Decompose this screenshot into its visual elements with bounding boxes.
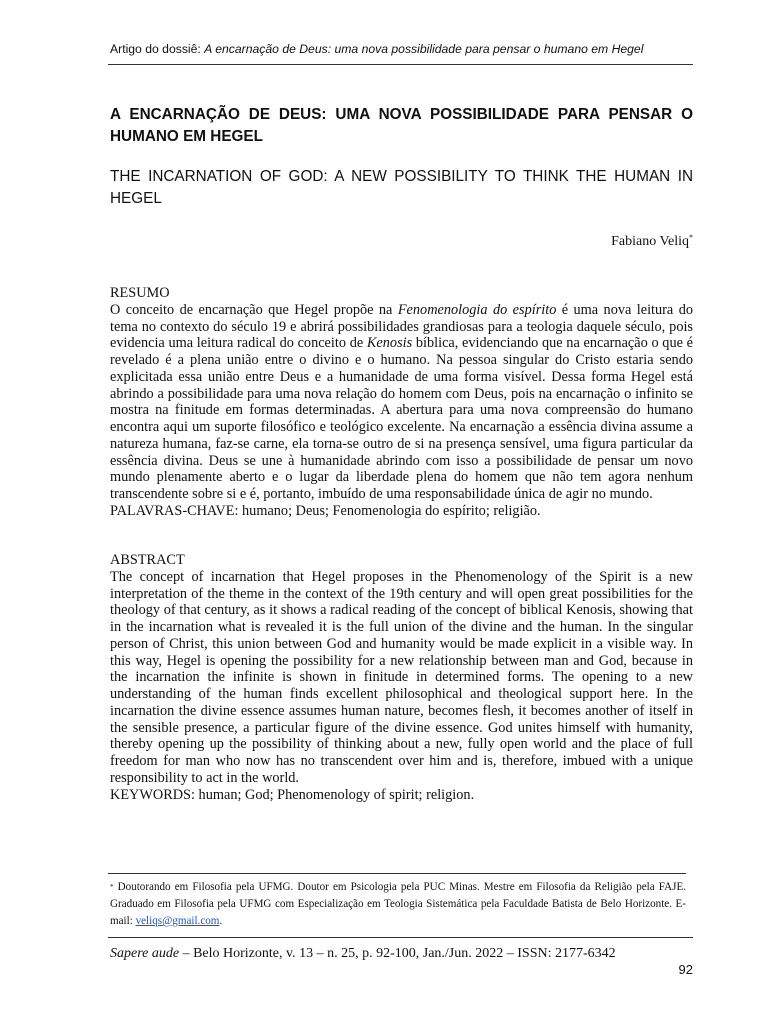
resumo-text-2: é uma nova leitura do tema no contexto do século 19 e abrirá possibilidades grandiosas para a teologia daquele século, pois evidencia uma leitura radical do conceito de (110, 301, 693, 352)
abstract-section (110, 552, 693, 803)
running-header-title: A encarnação de Deus: uma nova possibilidade para pensar o humano em Hegel (204, 42, 644, 56)
footnote-rule (108, 873, 686, 874)
resumo-text-1: O conceito de encarnação que Hegel propõe na (110, 301, 398, 318)
author (611, 234, 693, 250)
abstract-keywords: KEYWORDS: human; God; Phenomenology of spirit; religion. (110, 786, 475, 803)
running-header-prefix: Artigo do dossiê: (110, 42, 205, 56)
resumo-heading: RESUMO (110, 285, 170, 301)
title-portuguese: A ENCARNAÇÃO DE DEUS: UMA NOVA POSSIBILIDADE PARA PENSAR O HUMANO EM HEGEL (110, 106, 693, 145)
title-english: THE INCARNATION OF GOD: A NEW POSSIBILITY TO THINK THE HUMAN IN HEGEL (110, 168, 693, 207)
author-name: Fabiano Veliq (611, 234, 689, 249)
footer-rule (108, 937, 693, 938)
journal-footer (110, 946, 693, 962)
journal-citation: Belo Horizonte, v. 13 – n. 25, p. 92-100, Jan./Jun. 2022 – ISSN: 2177-6342 (193, 946, 616, 961)
author-footnote-marker[interactable]: * (689, 233, 693, 242)
resumo-section (110, 285, 693, 520)
footnote-end: . (219, 915, 223, 927)
footnote-text: Doutorando em Filosofia pela UFMG. Doutor em Psicologia pela PUC Minas. Mestre em Filosofia da Religião pela FAJE. Graduado em Filosofia pela UFMG com Especialização em Teologia Sistemática pela Faculdade Batista de Belo Horizonte. E-mail: (110, 881, 686, 927)
resumo-keywords: PALAVRAS-CHAVE: humano; Deus; Fenomenologia do espírito; religião. (110, 502, 541, 519)
resumo-italic-kenosis: Kenosis (366, 335, 413, 352)
journal-name: Sapere aude (110, 946, 180, 961)
resumo-body (110, 302, 693, 503)
header-rule (108, 64, 693, 65)
footnote-marker: * (110, 883, 114, 891)
abstract-heading: ABSTRACT (110, 552, 185, 568)
author-footnote (110, 879, 686, 930)
footer-dash: – (179, 946, 194, 961)
resumo-italic-fenomenologia: Fenomenologia do espírito (397, 301, 557, 318)
page-number: 92 (678, 962, 693, 977)
running-header (110, 42, 670, 56)
author-email-link[interactable]: veliqs@gmail.com (135, 915, 220, 927)
abstract-body: The concept of incarnation that Hegel proposes in the Phenomenology of the Spirit is a new interpretation of the theme in the context of the 19th century and will open great possibilities for the theology of that century, as it shows a radical reading of the concept of biblical Kenosis, showing that in the incarnation what is revealed it is the full union of the divine and the human. In the singular person of Christ, this union between God and humanity would be made explicit in a visible way. In this way, Hegel is opening the possibility for a new relationship between man and God, because in the incarnation the infinite is shown in finitude in determined forms. The opening to a new understanding of the human finds excellent philosophical and theological support here. In the incarnation the divine essence assumes human nature, becomes flesh, it becomes another of itself in the sensible presence, a particular figure of the divine essence. God unites himself with humanity, thereby opening up the possibility of thinking about a new, fully open world and the place of full freedom for man who now has no transcendent over him and is, therefore, imbued with a unique responsibility to act in the world. (110, 568, 693, 786)
resumo-text-3: bíblica, evidenciando que na encarnação o que é revelado é a plena união entre o divino e o humano. Na pessoa singular do Cristo estaria sendo explicitada essa união entre Deus e a humanidade de uma forma visível. Dessa forma Hegel está abrindo a possibilidade para uma nova relação do homem com Deus, pois na encarnação o infinito se mostra na finitude em formas determinadas. A abertura para uma nova compreensão do humano encontra aqui um suporte filosófico e teológico excelente. Na encarnação a essência divina assume a natureza humana, faz-se carne, ela torna-se outro de si na presença sensível, uma figura particular da essência divina. Deus se une à humanidade abrindo com isso a possibilidade de pensar um novo mundo plenamente aberto e o lugar da liberdade plena do homem que não tem agora nenhum transcendente sobre si e é, portanto, imbuído de uma responsabilidade única de agir no mundo. (110, 335, 693, 502)
